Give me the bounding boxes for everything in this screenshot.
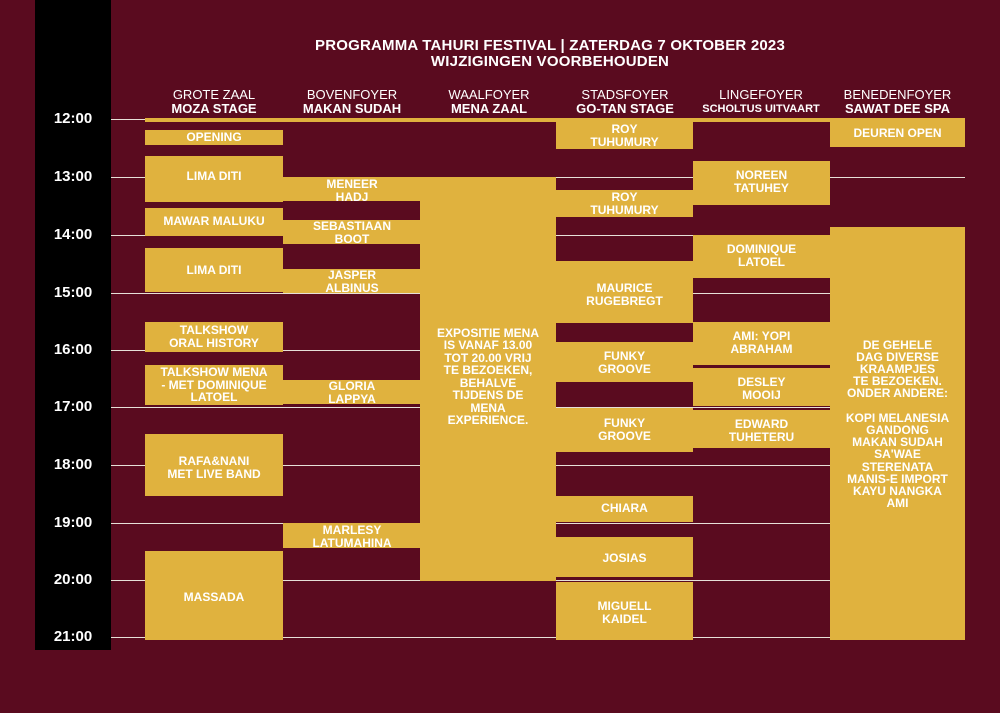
event-block: TALKSHOW ORAL HISTORY: [145, 322, 283, 352]
time-label: 18:00: [53, 456, 93, 473]
event-block: JASPER ALBINUS: [283, 269, 421, 293]
stage-name: MOZA STAGE: [171, 101, 257, 116]
time-label: 17:00: [53, 398, 93, 415]
event-block: DESLEY MOOIJ: [693, 368, 830, 406]
time-label: 16:00: [53, 341, 93, 358]
column-header-stadsfoyer: [556, 88, 694, 116]
event-block: LIMA DITI: [145, 248, 283, 292]
column-header-bovenfoyer: [283, 88, 421, 116]
venue-name: STADSFOYER: [581, 87, 669, 102]
stage-name: MENA ZAAL: [450, 101, 528, 116]
event-block: DEUREN OPEN: [830, 122, 965, 147]
event-block: LIMA DITI: [145, 156, 283, 202]
venue-name: BENEDENFOYER: [843, 87, 952, 102]
stage-name: GO-TAN STAGE: [576, 101, 674, 116]
title-line-1: PROGRAMMA TAHURI FESTIVAL | ZATERDAG 7 OKTOBER 2023: [315, 37, 785, 54]
event-block: MAWAR MALUKU: [145, 208, 283, 236]
column-header-benedenfoyer: [830, 88, 965, 116]
stage-name: SAWAT DEE SPA: [845, 101, 950, 116]
event-block: TALKSHOW MENA - MET DOMINIQUE LATOEL: [145, 365, 283, 405]
time-label: 12:00: [53, 110, 93, 127]
venue-name: WAALFOYER: [448, 87, 530, 102]
page-title: [150, 38, 950, 70]
time-label: 14:00: [53, 226, 93, 243]
event-block: AMI: YOPI ABRAHAM: [693, 322, 830, 365]
column-header-lingefoyer: [692, 88, 830, 116]
time-label: 19:00: [53, 514, 93, 531]
event-block: GLORIA LAPPYA: [283, 380, 421, 404]
event-block: CHIARA: [556, 496, 693, 522]
event-block: EXPOSITIE MENA IS VANAF 13.00 TOT 20.00 VRIJ TE BEZOEKEN, BEHALVE TIJDENS DE MENA EXPERIENCE.: [420, 177, 556, 581]
event-block: MENEER HADJ: [283, 177, 421, 201]
event-block: MAURICE RUGEBREGT: [556, 261, 693, 323]
event-block: NOREEN TATUHEY: [693, 161, 830, 205]
event-block: MIGUELL KAIDEL: [556, 582, 693, 640]
event-block: DE GEHELE DAG DIVERSE KRAAMPJES TE BEZOEKEN. ONDER ANDERE: KOPI MELANESIA GANDONG MAKAN SUDAH SA'WAE STERENATA MANIS-E IMPORT KAYU NANGKA AMI: [830, 227, 965, 640]
time-label: 20:00: [53, 571, 93, 588]
event-block: FUNKY GROOVE: [556, 408, 693, 452]
event-block: MARLESY LATUMAHINA: [283, 523, 421, 548]
event-block: SEBASTIAAN BOOT: [283, 220, 421, 244]
event-block: FUNKY GROOVE: [556, 342, 693, 382]
venue-name: LINGEFOYER: [719, 87, 803, 102]
time-label: 21:00: [53, 628, 93, 645]
event-block: DOMINIQUE LATOEL: [693, 235, 830, 278]
stage-name: MAKAN SUDAH: [302, 101, 402, 116]
event-block: OPENING: [145, 130, 283, 145]
event-block: ROY TUHUMURY: [556, 122, 693, 149]
time-label: 13:00: [53, 168, 93, 185]
event-block: JOSIAS: [556, 537, 693, 577]
time-label: 15:00: [53, 284, 93, 301]
column-header-waalfoyer: [420, 88, 558, 116]
venue-name: GROTE ZAAL: [172, 87, 256, 102]
time-sidebar: [35, 0, 111, 650]
event-block: MASSADA: [145, 551, 283, 640]
stage-name: SCHOLTUS UITVAART: [702, 103, 820, 115]
event-block: EDWARD TUHETERU: [693, 410, 830, 448]
title-line-2: WIJZIGINGEN VOORBEHOUDEN: [430, 53, 670, 70]
event-block: ROY TUHUMURY: [556, 190, 693, 217]
venue-name: BOVENFOYER: [306, 87, 398, 102]
column-header-grote-zaal: [145, 88, 283, 116]
event-block: RAFA&NANI MET LIVE BAND: [145, 434, 283, 496]
